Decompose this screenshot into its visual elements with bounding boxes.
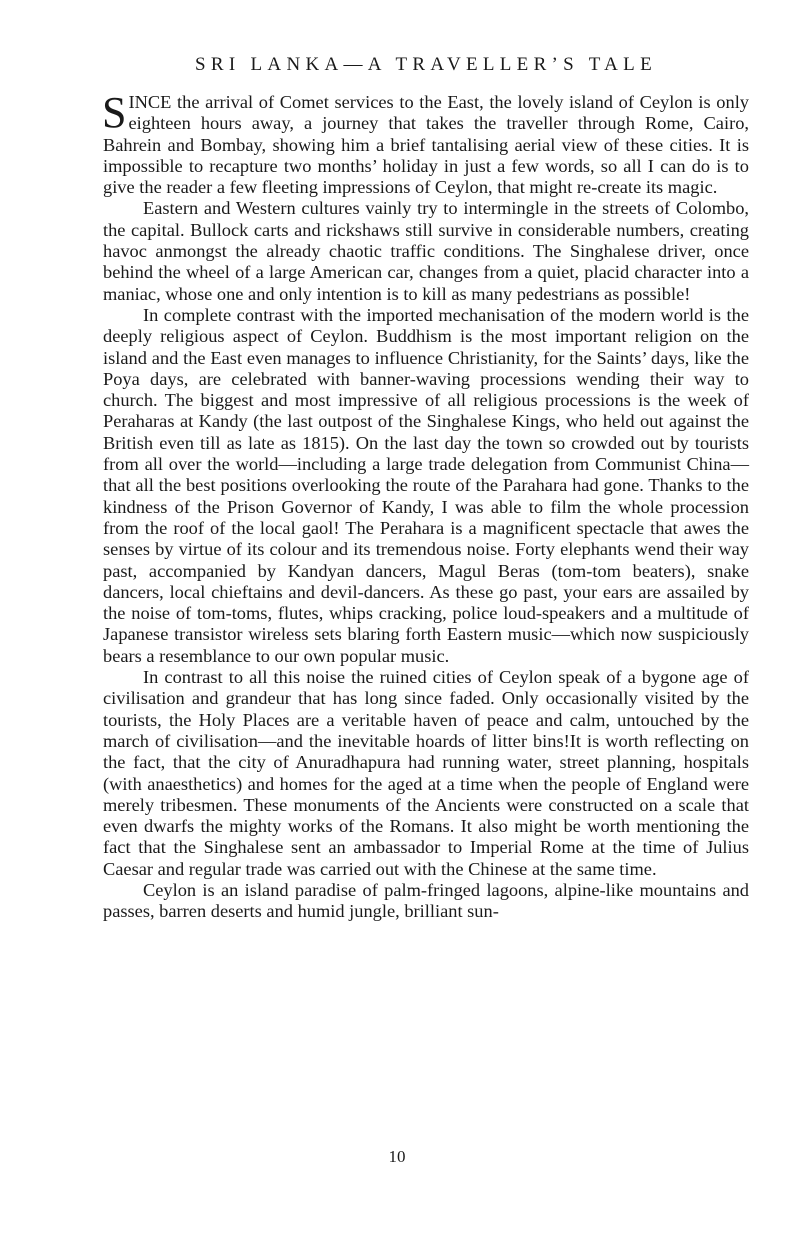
paragraph-3: In complete contrast with the imported mechanisation of the modern world is the deeply religious aspect of Ceylon. Buddhism is the most important religion on the island and the East even manages to influence Christianity, for the Saints’ days, like the Poya days, are celebrated with banner-waving processions wending their way to church. The biggest and most impressive of all religious processions is the week of Peraharas at Kandy (the last outpost of the Singhalese Kings, who held out against the British even till as late as 1815). On the last day the town so crowded out by tourists from all over the world—including a large trade delegation from Communist China—that all the best positions overlooking the route of the Parahara had gone. Thanks to the kindness of the Prison Governor of Kandy, I was able to film the whole procession from the roof of the local gaol! The Perahara is a magnificent spectacle that awes the senses by virtue of its colour and its tremendous noise. Forty elephants wend their way past, accompanied by Kandyan dancers, Magul Beras (tom-tom beaters), snake dancers, local chieftains and devil-dancers. As these go past, your ears are assailed by the noise of tom-toms, flutes, whips cracking, police loud-speakers and a multitude of Japanese transistor wireless sets blaring forth Eastern music—which now suspiciously bears a resemblance to our own popular music. xyxy=(103,304,749,666)
drop-cap-initial: S xyxy=(102,88,127,137)
running-title: SRI LANKA—A TRAVELLERʼS TALE xyxy=(195,54,657,75)
paragraph-5: Ceylon is an island paradise of palm-fringed lagoons, alpine-like mountains and passes, barren deserts and humid jungle, brilliant sun- xyxy=(103,879,749,922)
article-body xyxy=(102,88,749,923)
paragraph-1 xyxy=(102,88,749,198)
paragraph-2: Eastern and Western cultures vainly try to intermingle in the streets of Colombo, the capital. Bullock carts and rickshaws still survive in considerable numbers, creating havoc anmongst the already chaotic traffic conditions. The Singhalese driver, once behind the wheel of a large American car, changes from a quiet, placid character into a maniac, whose one and only intention is to kill as many pedestrians as possible! xyxy=(103,198,749,304)
paragraph-4: In contrast to all this noise the ruined cities of Ceylon speak of a bygone age of civilisation and grandeur that has long since faded. Only occasionally visited by the tourists, the Holy Places are a veritable haven of peace and calm, untouched by the march of civilisation—and the inevitable hoards of litter bins!It is worth reflecting on the fact, that the city of Anuradhapura had running water, street planning, hospitals (with anaesthetics) and homes for the aged at a time when the people of England were merely tribesmen. These monuments of the Ancients were constructed on a scale that even dwarfs the mighty works of the Romans. It also might be worth mentioning the fact that the Singhalese sent an ambassador to Imperial Rome at the time of Julius Caesar and regular trade was carried out with the Chinese at the same time. xyxy=(103,667,749,879)
paragraph-1-text: INCE the arrival of Comet services to the East, the lovely island of Ceylon is only eighteen hours away, a journey that takes the traveller through Rome, Cairo, Bahrein and Bombay, showing him a brief tantalising aerial view of these cities. It is impossible to recapture two months’ holiday in just a few words, so all I can do is to give the reader a few fleeting impressions of Ceylon, that might re-create its magic. xyxy=(103,92,749,198)
page-number: 10 xyxy=(388,1147,406,1166)
